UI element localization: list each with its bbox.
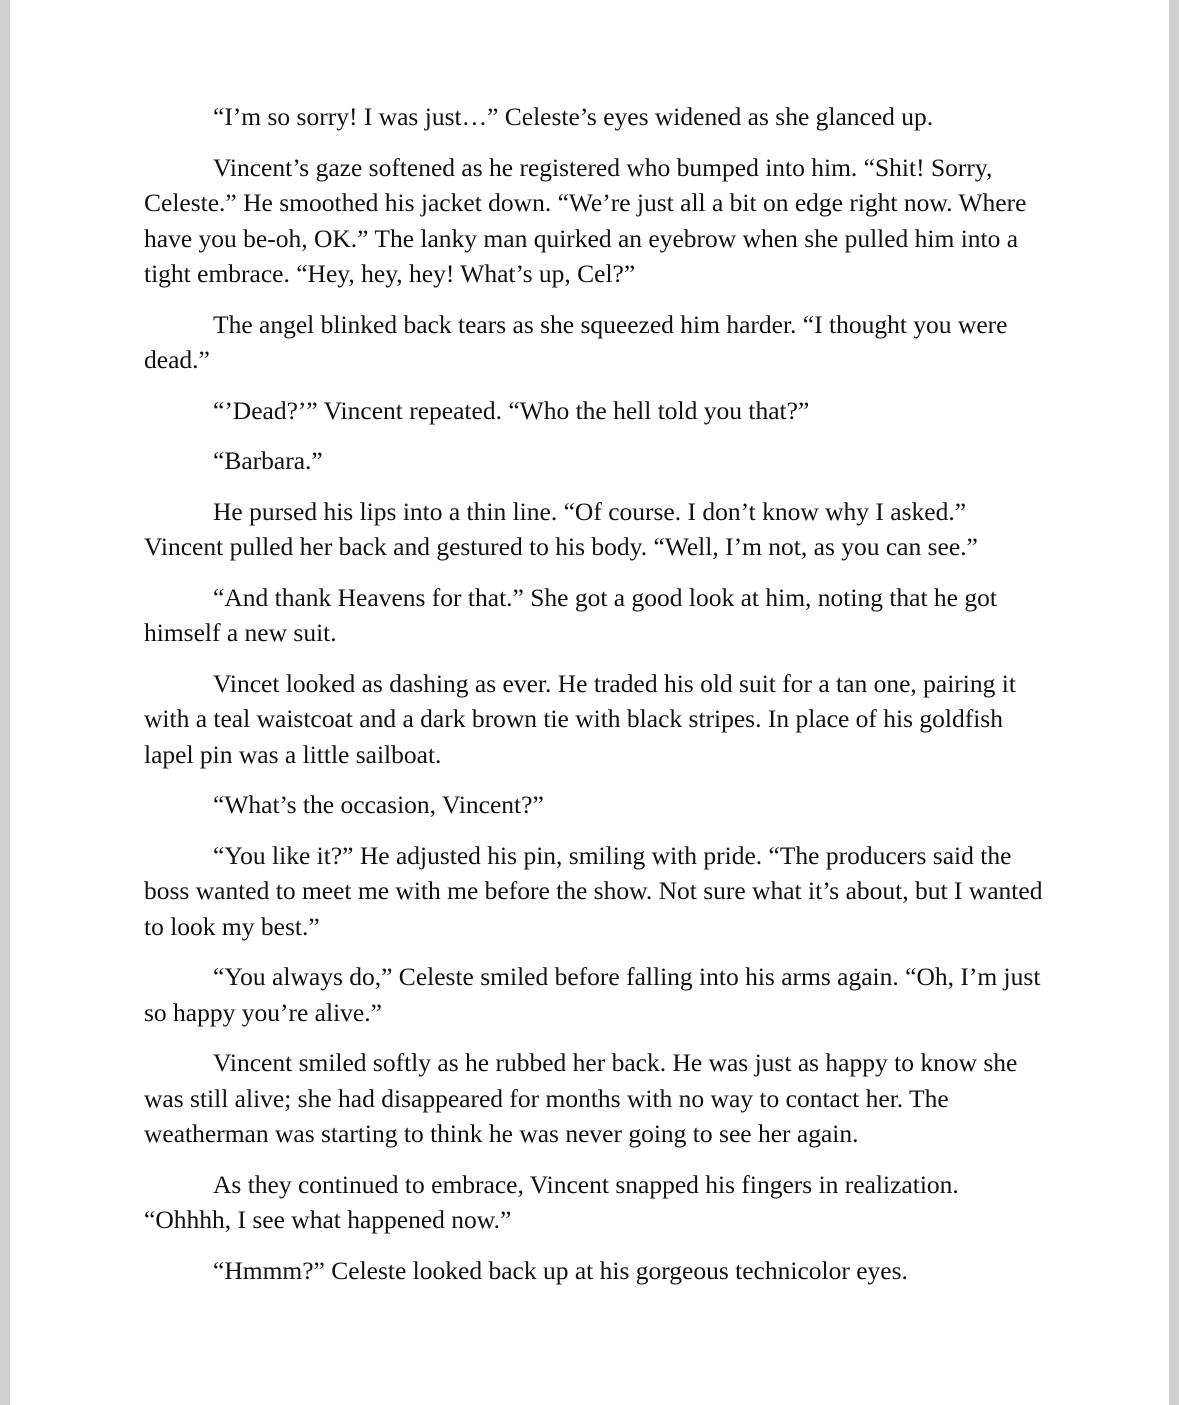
paragraph: Vincent smiled softly as he rubbed her back. He was just as happy to know she was still alive; she had disappeared for months with no way to contact her. The weatherman was starting to think he was never going to see her again. <box>144 1048 1018 1148</box>
paragraph: He pursed his lips into a thin line. “Of course. I don’t know why I asked.” Vincent pulled her back and gestured to his body. “Well, I’m not, as you can see.” <box>144 496 978 561</box>
paragraph: “’Dead?’” Vincent repeated. “Who the hell told you that?” <box>213 395 810 425</box>
paragraph: The angel blinked back tears as she squeezed him harder. “I thought you were dead.” <box>144 309 1008 374</box>
paragraph: “You always do,” Celeste smiled before falling into his arms again. “Oh, I’m just so happy you’re alive.” <box>144 962 1041 1027</box>
document-page <box>10 0 1169 1405</box>
paragraph: “Barbara.” <box>213 446 323 475</box>
paragraph: “What’s the occasion, Vincent?” <box>213 790 544 819</box>
paragraph: “Hmmm?” Celeste looked back up at his gorgeous technicolor eyes. <box>213 1255 908 1285</box>
paragraph: Vincent’s gaze softened as he registered who bumped into him. “Shit! Sorry, Celeste.” He smoothed his jacket down. “We’re just all a bit on edge right now. Where have you be-oh, OK.” The lanky man quirked an eyebrow when she pulled him into a tight embrace. “Hey, hey, hey! What’s up, Cel?” <box>144 152 1027 288</box>
paragraph: Vincet looked as dashing as ever. He traded his old suit for a tan one, pairing it with a teal waistcoat and a dark brown tie with black stripes. In place of his goldfish lapel pin was a little sailboat. <box>144 668 1016 769</box>
paragraph: As they continued to embrace, Vincent snapped his fingers in realization. “Ohhhh, I see what happened now.” <box>144 1169 959 1234</box>
paragraph: “You like it?” He adjusted his pin, smiling with pride. “The producers said the boss wanted to meet me with me before the show. Not sure what it’s about, but I wanted to look my best.” <box>144 840 1043 941</box>
document-body <box>144 99 1044 1303</box>
paragraph: “And thank Heavens for that.” She got a good look at him, noting that he got himself a new suit. <box>144 582 997 647</box>
paragraph: “I’m so sorry! I was just…” Celeste’s eyes widened as she glanced up. <box>213 102 934 131</box>
